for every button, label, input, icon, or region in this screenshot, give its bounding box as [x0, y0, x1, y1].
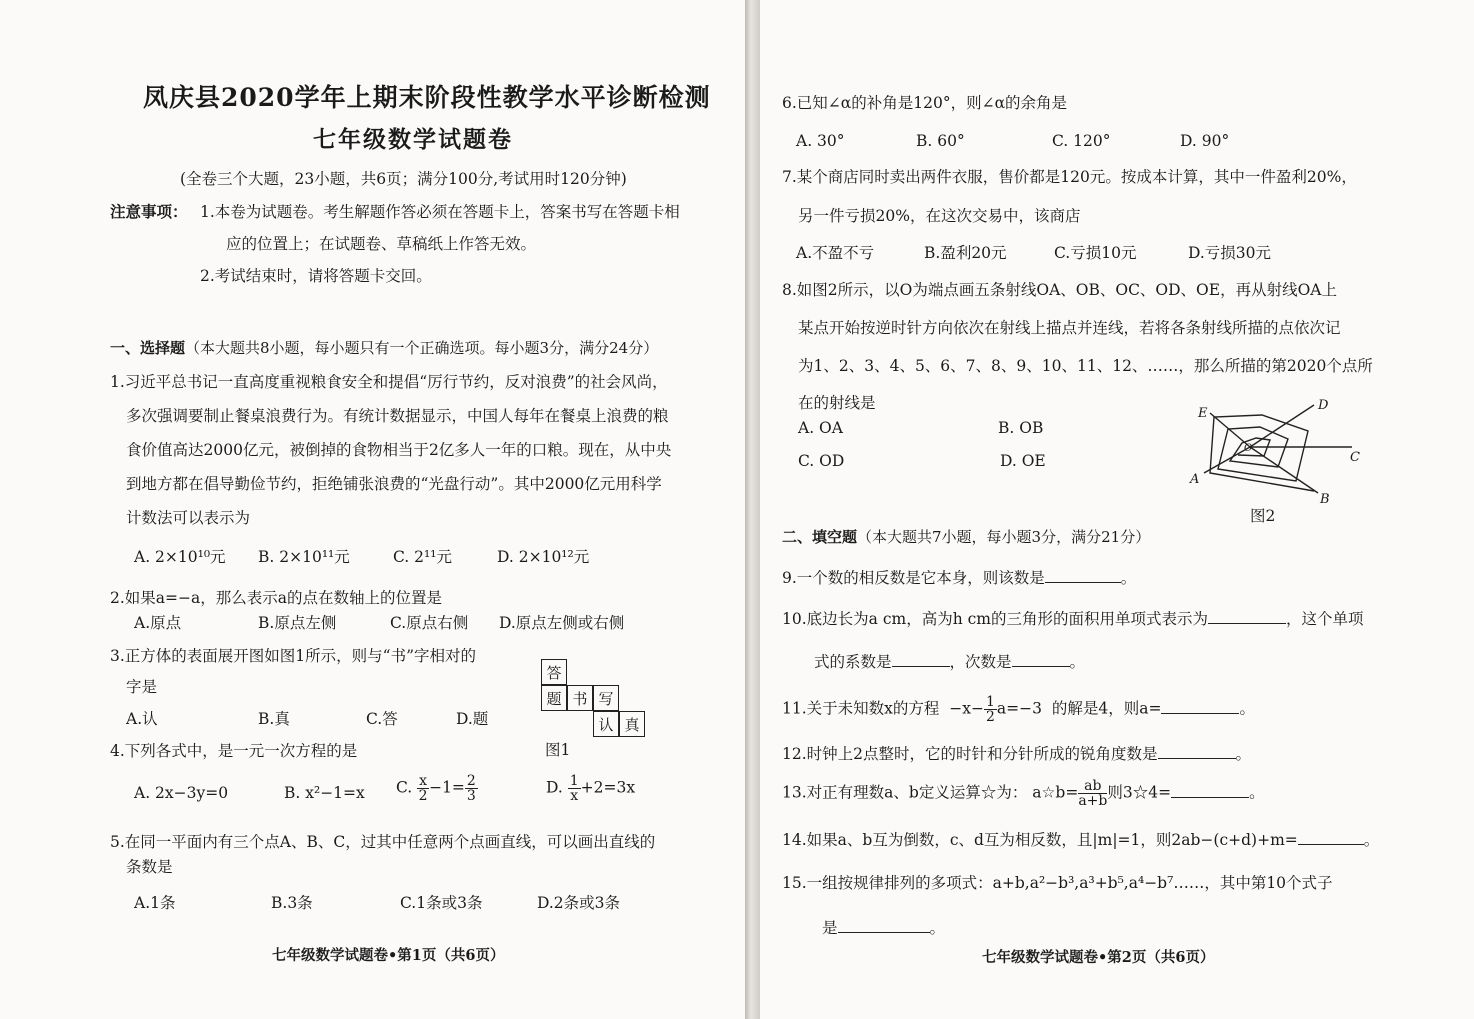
q1-line4: 到地方都在倡导勤俭节约，拒绝铺张浪费的“光盘行动”。其中2000亿元用科学: [126, 475, 662, 493]
q9-answer-blank[interactable]: [1045, 568, 1121, 583]
q4-c-num2: 2: [466, 773, 476, 789]
section1-heading: [110, 338, 658, 358]
notice-1b: 应的位置上；在试题卷、草稿纸上作答无效。: [226, 235, 537, 253]
q5-option-d: D.2条或3条: [537, 894, 621, 912]
q2-option-d: D.原点左侧或右侧: [499, 614, 625, 632]
q2-text: 2.如果a=−a，那么表示a的点在数轴上的位置是: [110, 589, 442, 607]
net-cell-da: 答: [541, 659, 567, 685]
q4-c-prefix: C.: [396, 778, 413, 797]
q4-c-num1: x: [419, 773, 428, 789]
q13-line: [782, 779, 1265, 808]
q11-fraction: [984, 695, 997, 724]
q4-option-c: [396, 774, 478, 803]
notice-1a: 1.本卷为试题卷。考生解题作答必须在答题卡上，答案书写在答题卡相: [200, 203, 680, 221]
q7-line2: 另一件亏损20%，在这次交易中，该商店: [798, 207, 1081, 225]
q2-option-a: A.原点: [134, 614, 182, 632]
q1-option-b: B. 2×10¹¹元: [258, 548, 350, 566]
q2-option-b: B.原点左侧: [258, 614, 337, 632]
q11-eq-post: a=−3: [996, 699, 1042, 718]
q13-text-b: 则3☆4=: [1107, 783, 1172, 802]
q1-line1: 1.习近平总书记一直高度重视粮食安全和提倡“厉行节约，反对浪费”的社会风尚，: [110, 373, 668, 391]
section1-title: 一、选择题: [110, 339, 186, 357]
q5-option-b: B.3条: [271, 894, 313, 912]
left-footer: 七年级数学试题卷•第1页（共6页）: [272, 947, 505, 964]
net-cell-ti: 题: [541, 685, 567, 711]
right-footer: 七年级数学试题卷•第2页（共6页）: [982, 949, 1215, 966]
exam-subtitle: 七年级数学试题卷: [313, 126, 513, 153]
q4-option-a: A. 2x−3y=0: [134, 784, 229, 802]
q10-text-a: 10.底边长为a cm，高为h cm的三角形的面积用单项式表示为: [782, 610, 1208, 628]
q11-den: 2: [985, 709, 995, 725]
q11-line: [782, 695, 1255, 724]
q9-text: 9.一个数的相反数是它本身，则该数是: [782, 569, 1045, 587]
q10-answer-blank-1[interactable]: [1208, 609, 1286, 624]
q14-answer-blank[interactable]: [1298, 830, 1364, 845]
q4-d-prefix: D.: [546, 778, 563, 797]
label-c: C: [1350, 450, 1360, 465]
q1-option-a: A. 2×10¹⁰元: [134, 548, 226, 566]
q1-line3: 食价值高达2000亿元，被倒掉的食物相当于2亿多人一年的口粮。现在，从中央: [126, 441, 672, 459]
q12-line: [782, 744, 1251, 764]
q5-option-a: A.1条: [134, 894, 176, 912]
q6-option-d: D. 90°: [1180, 132, 1230, 150]
q10-text-d: ，次数是: [949, 653, 1012, 671]
cube-net-figure: [537, 655, 647, 745]
q10-text-b: ，这个单项: [1286, 610, 1364, 628]
q5-option-c: C.1条或3条: [400, 894, 483, 912]
q13-eq-pre: a☆b=: [1032, 783, 1079, 802]
q6-option-a: A. 30°: [796, 132, 845, 150]
q1-option-c: C. 2¹¹元: [393, 548, 452, 566]
q4-option-b: B. x²−1=x: [284, 784, 365, 802]
figure1-label: 图1: [545, 741, 571, 759]
q13-fraction: [1078, 779, 1107, 808]
q11-text-a: 11.关于未知数x的方程: [782, 699, 940, 718]
q1-option-d: D. 2×10¹²元: [497, 548, 590, 566]
label-a: A: [1190, 472, 1200, 487]
q11-answer-blank[interactable]: [1161, 699, 1239, 714]
q4-d-den: x: [570, 788, 579, 804]
q15-period: 。: [929, 919, 946, 937]
q3-line2: 字是: [126, 678, 158, 696]
q13-text-a: 13.对正有理数a、b定义运算☆为：: [782, 783, 1028, 802]
net-cell-xie: 写: [593, 685, 619, 711]
q5-line1: 5.在同一平面内有三个点A、B、C，过其中任意两个点画直线，可以画出直线的: [110, 833, 656, 851]
q3-line1: 3.正方体的表面展开图如图1所示，则与“书”字相对的: [110, 647, 476, 665]
q4-c-den2: 3: [466, 788, 476, 804]
q8-option-d: D. OE: [1000, 452, 1046, 470]
q10-answer-blank-3[interactable]: [1012, 652, 1070, 667]
q8-option-c: C. OD: [798, 452, 845, 470]
label-o: O: [1244, 443, 1253, 454]
notice-label: 注意事项：: [110, 202, 188, 221]
q4-c-mid: −1=: [429, 778, 465, 797]
q10-answer-blank-2[interactable]: [892, 652, 950, 667]
q7-option-c: C.亏损10元: [1054, 244, 1137, 262]
q3-option-b: B.真: [258, 710, 290, 728]
q11-period: 。: [1239, 699, 1255, 718]
q11-eq-pre: −x−: [949, 699, 984, 718]
ray-od: [1250, 405, 1314, 447]
section2-heading: [782, 527, 1150, 547]
q6-option-c: C. 120°: [1052, 132, 1111, 150]
q4-c-fraction-2: [465, 774, 478, 803]
q12-period: 。: [1235, 745, 1252, 763]
q9-period: 。: [1120, 569, 1137, 587]
q10-text-c: 式的系数是: [814, 653, 892, 671]
q6-option-b: B. 60°: [916, 132, 965, 150]
q12-text: 12.时钟上2点整时，它的时针和分针所成的锐角度数是: [782, 745, 1158, 763]
q3-option-a: A.认: [126, 710, 158, 728]
q7-line1: 7.某个商店同时卖出两件衣服，售价都是120元。按成本计算，其中一件盈利20%，: [782, 168, 1357, 186]
q7-option-b: B.盈利20元: [924, 244, 1007, 262]
label-b: B: [1320, 492, 1330, 507]
q10-line1: [782, 609, 1364, 629]
q4-c-fraction-1: [417, 774, 429, 803]
q14-period: 。: [1363, 831, 1380, 849]
q4-d-num: 1: [569, 773, 579, 789]
right-page: [760, 0, 1474, 1019]
q4-d-post: +2=3x: [580, 778, 636, 797]
notice-2: 2.考试结束时，请将答题卡交回。: [200, 267, 432, 285]
q7-option-d: D.亏损30元: [1188, 244, 1272, 262]
q11-num: 1: [985, 694, 995, 710]
q10-period: 。: [1069, 653, 1086, 671]
q13-den: a+b: [1078, 793, 1108, 809]
q8-option-a: A. OA: [798, 419, 843, 437]
q12-answer-blank[interactable]: [1158, 744, 1236, 759]
q7-option-a: A.不盈不亏: [796, 244, 875, 262]
section2-note: （本大题共7小题，每小题3分，满分21分）: [857, 528, 1151, 546]
q13-num: ab: [1078, 779, 1107, 794]
q13-answer-blank[interactable]: [1171, 783, 1249, 798]
q3-option-d: D.题: [456, 710, 489, 728]
q11-text-b: 的解是4，则a=: [1051, 699, 1162, 718]
q8-line2: 某点开始按逆时针方向依次在射线上描点并连线，若将各条射线所描的点依次记: [798, 319, 1341, 337]
q10-line2: [814, 652, 1085, 672]
q4-d-fraction: [568, 774, 581, 803]
q1-line5: 计数法可以表示为: [126, 509, 251, 527]
exam-title: 凤庆县2020学年上期末阶段性教学水平诊断检测: [143, 83, 711, 112]
net-cell-ren: 认: [593, 711, 619, 737]
q15-text-b: 是: [822, 919, 838, 937]
q9-line: [782, 568, 1136, 588]
label-d: D: [1318, 398, 1329, 413]
q15-answer-blank[interactable]: [838, 918, 930, 933]
q15-line2: [822, 918, 945, 938]
q8-option-b: B. OB: [998, 419, 1044, 437]
q6-text: 6.已知∠α的补角是120°，则∠α的余角是: [782, 94, 1068, 112]
figure2-label: 图2: [1250, 507, 1276, 525]
q15-line1: 15.一组按规律排列的多项式：a+b,a²−b³,a³+b⁵,a⁴−b⁷……，其中第10个式子: [782, 874, 1333, 892]
q3-option-c: C.答: [366, 710, 398, 728]
q4-c-den1: 2: [418, 788, 428, 804]
q14-line: [782, 830, 1379, 850]
net-cell-shu: 书: [567, 685, 593, 711]
q14-text: 14.如果a、b互为倒数，c、d互为相反数，且|m|=1，则2ab−(c+d)+m=: [782, 831, 1298, 849]
q4-text: 4.下列各式中，是一元一次方程的是: [110, 742, 358, 760]
q4-option-d: [546, 774, 635, 803]
exam-info: (全卷三个大题，23小题，共6页；满分100分,考试用时120分钟): [180, 170, 627, 188]
section2-title: 二、填空题: [782, 528, 858, 546]
q8-line3: 为1、2、3、4、5、6、7、8、9、10、11、12、……，那么所描的第2020个点所: [798, 357, 1373, 375]
q13-period: 。: [1249, 783, 1265, 802]
q2-option-c: C.原点右侧: [390, 614, 469, 632]
page-fold: [745, 0, 760, 1019]
label-e: E: [1198, 406, 1208, 421]
q1-line2: 多次强调要制止餐桌浪费行为。有统计数据显示，中国人每年在餐桌上浪费的粮: [126, 407, 669, 425]
rays-figure: [1180, 395, 1360, 507]
q8-line4: 在的射线是: [798, 394, 876, 412]
q8-line1: 8.如图2所示，以O为端点画五条射线OA、OB、OC、OD、OE，再从射线OA上: [782, 281, 1337, 299]
section1-note: （本大题共8小题，每小题只有一个正确选项。每小题3分，满分24分）: [185, 339, 659, 357]
net-cell-zhen: 真: [619, 711, 645, 737]
q5-line2: 条数是: [126, 858, 173, 876]
